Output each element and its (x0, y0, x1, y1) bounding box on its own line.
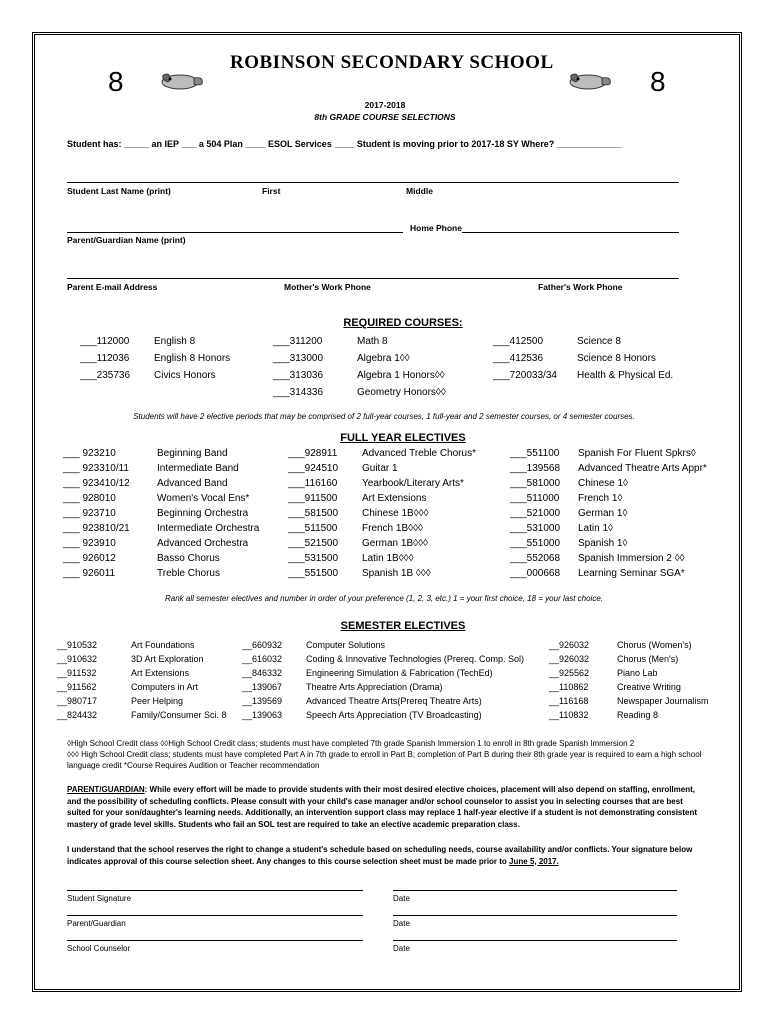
course-code[interactable]: __660932 (242, 640, 283, 650)
course-code[interactable]: ___924510 (288, 463, 339, 474)
course-code[interactable]: ___ 926012 (63, 553, 116, 564)
course-name: German 1◊ (578, 508, 628, 519)
mother-work-phone-label: Mother's Work Phone (284, 282, 371, 292)
course-code[interactable]: ___112000 (80, 336, 130, 347)
fy2-course-list (288, 446, 476, 581)
parent-date-line[interactable] (393, 915, 677, 916)
course-row[interactable] (57, 666, 227, 680)
course-name: Advanced Theatre Arts(Prereq Theatre Arts) (306, 696, 482, 706)
course-code[interactable]: __139063 (242, 710, 283, 720)
course-row[interactable] (273, 333, 446, 350)
full-year-electives-heading: FULL YEAR ELECTIVES (340, 432, 466, 444)
student-date-line[interactable] (393, 890, 677, 891)
course-code[interactable]: ___313036 (273, 370, 324, 381)
course-code[interactable]: ___ 923710 (63, 508, 116, 519)
course-row[interactable] (510, 506, 707, 521)
course-code[interactable]: __139569 (242, 696, 283, 706)
course-row[interactable] (63, 476, 259, 491)
course-row[interactable] (493, 333, 673, 350)
req2-course-list (273, 333, 446, 401)
ram-logo-right (566, 70, 614, 92)
course-code[interactable]: ___ 928010 (63, 493, 116, 504)
course-code[interactable]: ___552068 (510, 553, 561, 564)
course-row[interactable] (273, 384, 446, 401)
course-code[interactable]: ___531500 (288, 553, 339, 564)
req3-course-list (493, 333, 673, 384)
course-name: Algebra 1 Honors◊◊ (357, 370, 445, 381)
course-name: Chinese 1B◊◊◊ (362, 508, 429, 519)
course-name: French 1◊ (578, 493, 623, 504)
course-name: Health & Physical Ed. (577, 370, 674, 381)
course-code[interactable]: __116168 (549, 696, 589, 706)
course-code[interactable]: ___ 926011 (63, 568, 116, 579)
course-name: Algebra 1◊◊ (357, 353, 410, 364)
course-name: Beginning Orchestra (157, 508, 249, 519)
rank-note-text: Rank all semester electives and number in order of your preference (1, 2, 3, etc.) 1 = your first choice, 18 = your last choice. (165, 594, 603, 603)
student-signature-label: Student Signature (67, 894, 132, 903)
agreement-text: I understand that the school reserves the right to change a student's schedule based on scheduling needs, course availability and/or conflicts. Your signature below indicates approval of this course selection sheet. Any changes to this course selection sheet must be made prior to (67, 845, 693, 866)
home-phone-line[interactable] (462, 232, 679, 233)
course-row[interactable] (57, 694, 227, 708)
course-name: Beginning Band (157, 448, 228, 459)
course-code[interactable]: __925562 (549, 668, 590, 678)
course-row[interactable] (288, 446, 476, 461)
course-name: Spanish 1◊ (578, 538, 628, 549)
course-name: Creative Writing (617, 682, 681, 692)
course-name: Advanced Treble Chorus* (362, 448, 476, 459)
course-row[interactable] (288, 491, 476, 506)
course-code[interactable]: ___313000 (273, 353, 324, 364)
course-code[interactable]: __616032 (242, 654, 283, 664)
course-name: Reading 8 (617, 710, 659, 720)
course-name: English 8 Honors (154, 353, 231, 364)
course-name: Spanish 1B ◊◊◊ (362, 568, 431, 579)
course-code[interactable]: ___511000 (510, 493, 560, 504)
course-row[interactable] (549, 666, 709, 680)
course-name: Coding & Innovative Technologies (Prereq. Comp. Sol) (306, 654, 524, 664)
course-name: Family/Consumer Sci. 8 (131, 710, 227, 720)
middle-name-label: Middle (406, 186, 433, 196)
course-row[interactable] (288, 506, 476, 521)
course-code[interactable]: __846332 (242, 668, 283, 678)
grade-number-right: 8 (650, 66, 666, 97)
course-row[interactable] (493, 367, 673, 384)
course-name: Latin 1B◊◊◊ (362, 553, 414, 564)
course-row[interactable] (57, 680, 227, 694)
course-name: Spanish Immersion 2 ◊◊ (578, 553, 685, 564)
course-name: Geometry Honors◊◊ (357, 387, 446, 398)
deadline-date: June 5, 2017. (509, 856, 559, 866)
course-row[interactable] (57, 652, 227, 666)
parent-signature-line[interactable] (67, 915, 363, 916)
course-name: Computer Solutions (306, 640, 386, 650)
course-code[interactable]: __911532 (57, 668, 97, 678)
first-name-label: First (262, 186, 281, 196)
course-code[interactable]: ___720033/34 (493, 370, 557, 381)
course-row[interactable] (288, 476, 476, 491)
parent-name-line[interactable] (67, 232, 403, 233)
course-code[interactable]: ___ 923910 (63, 538, 116, 549)
course-code[interactable]: ___ 923210 (63, 448, 116, 459)
course-row[interactable] (242, 666, 524, 680)
course-name: Art Foundations (131, 640, 195, 650)
course-name: Art Extensions (131, 668, 190, 678)
agreement-paragraph (67, 844, 707, 867)
course-row[interactable] (288, 536, 476, 551)
course-code[interactable]: ___521500 (288, 538, 339, 549)
form-subtitle: 8th GRADE COURSE SELECTIONS (314, 112, 456, 122)
course-code[interactable]: __910632 (57, 654, 98, 664)
course-name: Speech Arts Appreciation (TV Broadcasting) (306, 710, 482, 720)
parent-guardian-text: : While every effort will be made to provide students with their most desired elective choices, placement will also depend on staffing, enrollment, and the possibility of scheduling conflicts. Please consult with your child's case manager and/or school counselor to assist you in selecting courses that are best suited for your son/daughter's learning needs. Additionally, an intervention support class may replace 1 half-year elective if a student is not demonstrating consistent mastery of grade level skills. Students who fail an SOL test are required to take an elective academic preparation class. (67, 785, 698, 829)
course-name: Science 8 Honors (577, 353, 656, 364)
course-code[interactable]: ___551100 (510, 448, 560, 459)
elective-periods-note: Students will have 2 elective periods that may be comprised of 2 full-year courses, 1 full-year and 2 semester courses, or 4 semester courses. (133, 412, 635, 421)
course-name: Latin 1◊ (578, 523, 613, 534)
course-code[interactable]: ___ 923310/11 (63, 463, 129, 474)
course-name: Science 8 (577, 336, 621, 347)
course-code[interactable]: ___116160 (288, 478, 338, 489)
req1-course-list (80, 333, 230, 384)
course-code[interactable]: __911562 (57, 682, 97, 692)
school-year: 2017-2018 (364, 100, 406, 110)
contact-line[interactable] (67, 278, 679, 279)
course-code[interactable]: ___521000 (510, 508, 561, 519)
course-name: Piano Lab (617, 668, 658, 678)
course-code[interactable]: ___314336 (273, 387, 324, 398)
course-row[interactable] (510, 461, 707, 476)
course-name: Spanish For Fluent Spkrs◊ (578, 448, 696, 459)
course-name: Treble Chorus (157, 568, 220, 579)
course-name: Yearbook/Literary Arts* (362, 478, 464, 489)
course-code[interactable]: ___551500 (288, 568, 339, 579)
course-code[interactable]: ___311200 (273, 336, 323, 347)
school-counselor-label: School Counselor (67, 944, 131, 953)
course-row[interactable] (63, 521, 259, 536)
course-name: French 1B◊◊◊ (362, 523, 423, 534)
course-row[interactable] (273, 350, 446, 367)
course-row[interactable] (510, 446, 707, 461)
course-row[interactable] (63, 506, 259, 521)
course-name: Chorus (Men's) (617, 654, 679, 664)
course-name: Intermediate Orchestra (157, 523, 260, 534)
grade-number-left: 8 (108, 66, 124, 97)
course-code[interactable]: ___235736 (80, 370, 131, 381)
required-courses-heading: REQUIRED COURSES: (343, 317, 463, 329)
course-row[interactable] (273, 367, 446, 384)
course-name: Civics Honors (154, 370, 216, 381)
course-row[interactable] (63, 536, 259, 551)
course-code[interactable]: ___551000 (510, 538, 561, 549)
course-name: Theatre Arts Appreciation (Drama) (306, 682, 443, 692)
course-name: Chorus (Women's) (617, 640, 692, 650)
course-row[interactable] (549, 680, 709, 694)
course-row[interactable] (63, 461, 259, 476)
footnote-line-1: ◊High School Credit class ◊◊High School Credit class; students must have completed 7th grade Spanish Immersion 1 to enroll in 8th grade Spanish Immersion 2 (67, 739, 635, 748)
date-label-1: Date (393, 894, 410, 903)
course-code[interactable]: ___531000 (510, 523, 561, 534)
course-name: English 8 (154, 336, 196, 347)
fy1-course-list (63, 446, 259, 581)
course-row[interactable] (63, 491, 259, 506)
course-code[interactable]: ___112036 (80, 353, 130, 364)
course-name: Advanced Band (157, 478, 228, 489)
name-line[interactable] (67, 182, 679, 183)
footnotes (67, 738, 707, 771)
course-code[interactable]: ___139568 (510, 463, 561, 474)
course-row[interactable] (288, 566, 476, 581)
school-name: ROBINSON SECONDARY SCHOOL (230, 52, 554, 73)
course-row[interactable] (510, 476, 707, 491)
course-row[interactable] (63, 551, 259, 566)
course-code[interactable]: __910532 (57, 640, 98, 650)
course-code[interactable]: ___ 923410/12 (63, 478, 130, 489)
course-row[interactable] (80, 367, 230, 384)
se3-course-list (549, 638, 709, 722)
student-last-name-label: Student Last Name (print) (67, 186, 171, 196)
course-name: Art Extensions (362, 493, 427, 504)
course-code[interactable]: ___911500 (288, 493, 338, 504)
course-row[interactable] (57, 708, 227, 722)
course-row[interactable] (288, 551, 476, 566)
course-code[interactable]: ___928911 (288, 448, 338, 459)
course-code[interactable]: ___000668 (510, 568, 561, 579)
course-row[interactable] (57, 638, 227, 652)
parent-guardian-label: PARENT/GUARDIAN (67, 785, 145, 794)
course-row[interactable] (288, 461, 476, 476)
course-row[interactable] (242, 694, 524, 708)
parent-guardian-paragraph (67, 784, 707, 830)
father-work-phone-label: Father's Work Phone (538, 282, 623, 292)
counselor-signature-line[interactable] (67, 940, 363, 941)
counselor-date-line[interactable] (393, 940, 677, 941)
course-row[interactable] (63, 566, 259, 581)
home-phone-label: Home Phone (410, 223, 462, 233)
course-name: Women's Vocal Ens* (157, 493, 250, 504)
se2-course-list (242, 638, 524, 722)
parent-email-label: Parent E-mail Address (67, 282, 158, 292)
semester-electives-heading: SEMESTER ELECTIVES (340, 620, 466, 632)
ram-logo-left (158, 70, 206, 92)
course-name: Engineering Simulation & Fabrication (TechEd) (306, 668, 493, 678)
course-row[interactable] (63, 446, 259, 461)
course-row[interactable] (549, 638, 709, 652)
course-name: Advanced Orchestra (157, 538, 249, 549)
course-code[interactable]: ___ 923810/21 (63, 523, 130, 534)
course-code[interactable]: __926032 (549, 640, 590, 650)
course-code[interactable]: __824432 (57, 710, 98, 720)
course-name: Peer Helping (131, 696, 184, 706)
course-row[interactable] (242, 652, 524, 666)
date-label-3: Date (393, 944, 410, 953)
course-name: Computers in Art (131, 682, 199, 692)
course-name: Chinese 1◊ (578, 478, 628, 489)
course-row[interactable] (510, 551, 707, 566)
fy3-course-list (510, 446, 707, 581)
course-name: Intermediate Band (157, 463, 239, 474)
parent-guardian-signature-label: Parent/Guardian (67, 919, 126, 928)
course-row[interactable] (510, 536, 707, 551)
course-name: Basso Chorus (157, 553, 220, 564)
course-code[interactable]: ___511500 (288, 523, 338, 534)
course-row[interactable] (242, 708, 524, 722)
course-code[interactable]: ___412500 (493, 336, 544, 347)
course-row[interactable] (80, 333, 230, 350)
course-code[interactable]: __110862 (549, 682, 589, 692)
parent-name-label: Parent/Guardian Name (print) (67, 235, 186, 245)
course-name: Advanced Theatre Arts Appr* (578, 463, 707, 474)
course-row[interactable] (80, 350, 230, 367)
course-row[interactable] (242, 680, 524, 694)
course-code[interactable]: __926032 (549, 654, 590, 664)
course-code[interactable]: __110832 (549, 710, 589, 720)
course-name: 3D Art Exploration (131, 654, 204, 664)
course-row[interactable] (493, 350, 673, 367)
course-row[interactable] (510, 491, 707, 506)
course-code[interactable]: ___581500 (288, 508, 339, 519)
course-name: Guitar 1 (362, 463, 398, 474)
se1-course-list (57, 638, 227, 722)
date-label-2: Date (393, 919, 410, 928)
student-status-line[interactable]: Student has: _____ an IEP ___ a 504 Plan ____ ESOL Services ____ Student is moving prior to 2017-18 SY Where? _____________ (67, 139, 622, 149)
rank-note (67, 594, 701, 603)
course-row[interactable] (549, 694, 709, 708)
course-row[interactable] (510, 566, 707, 581)
footnote-line-2: ◊◊◊ High School Credit class; students must have completed Part A in 7th grade to enroll in Part B; completion of Part B during their 8th grade year is required to earn a high school language credit *Course Requires Audition or Teacher recommendation (67, 750, 702, 770)
course-code[interactable]: __139067 (242, 682, 283, 692)
course-name: German 1B◊◊◊ (362, 538, 428, 549)
course-name: Math 8 (357, 336, 388, 347)
course-code[interactable]: ___581000 (510, 478, 561, 489)
course-row[interactable] (549, 708, 709, 722)
course-row[interactable] (242, 638, 524, 652)
course-row[interactable] (510, 521, 707, 536)
course-row[interactable] (288, 521, 476, 536)
student-signature-line[interactable] (67, 890, 363, 891)
course-code[interactable]: ___412536 (493, 353, 544, 364)
course-row[interactable] (549, 652, 709, 666)
course-name: Learning Seminar SGA* (578, 568, 685, 579)
course-code[interactable]: __980717 (57, 696, 98, 706)
course-name: Newspaper Journalism (617, 696, 709, 706)
